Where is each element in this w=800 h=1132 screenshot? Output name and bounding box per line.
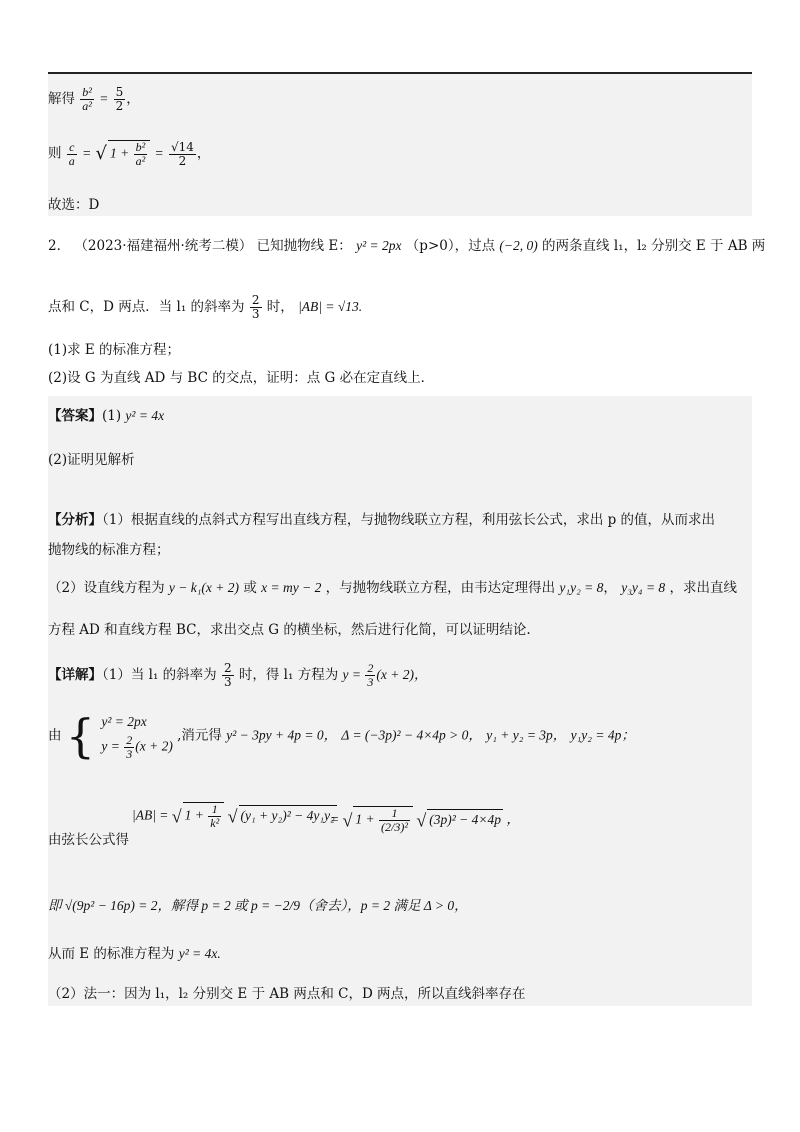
prev-line-1: 解得 $\frac{\text{b²}}{\text{a²}}$ = $\frac{5}{2}$ ， bbox=[48, 85, 140, 113]
detail-line-1: 【详解】（1）当 l₁ 的斜率为 $\frac{2}{3}$ 时，得 l₁ 方程为 y = $\frac{2}{3}$ (x + 2)， bbox=[48, 661, 428, 690]
left-brace: { bbox=[65, 708, 96, 763]
problem-stem-line-1: 2． （2023·福建福州·统考二模） 已知抛物线 E： y² = 2px （p>0），过点 (−2, 0) 的两条直线 l₁，l₂ 分别交 E 于 AB 两 bbox=[48, 238, 766, 254]
five-halves: $\frac{5}{2}$ bbox=[115, 85, 124, 113]
answer-line-2: (2)证明见解析 bbox=[48, 452, 135, 468]
prev-line-2: 则 $\frac{c}{a}$ = √ 1 + $\frac{\text{b²}}{\text{a²}}$ = $\frac{√14}{2}$ ， bbox=[48, 139, 211, 168]
root14-over-2: $\frac{√14}{2}$ bbox=[170, 139, 194, 168]
problem-stem-line-2: 点和 C，D 两点．当 l₁ 的斜率为 $\frac{2}{3}$ 时， |AB| = √13. bbox=[48, 293, 363, 321]
prev-line-3: 故选：D bbox=[48, 197, 100, 213]
problem-part-1: (1)求 E 的标准方程； bbox=[48, 342, 181, 358]
detail-result-line: 即 √(9p² − 16p) = 2，解得 p = 2 或 p = −2/9（舍去），p = 2 满足 Δ > 0， bbox=[48, 898, 468, 913]
problem-part-2: (2)设 G 为直线 AD 与 BC 的交点，证明：点 G 必在定直线上． bbox=[48, 370, 435, 386]
detail-slope-fraction: $\frac{2}{3}$ bbox=[223, 661, 232, 689]
chord-eq-part-2: = √ 1 + $\frac{1}{\text{(2/3)²}}$ √ (3p)² − 4×4p ， bbox=[330, 806, 520, 834]
analysis-line-4: 方程 AD 和直线方程 BC，求出交点 G 的横坐标，然后进行化简，可以证明结论. bbox=[48, 622, 531, 638]
analysis-line-3: （2）设直线方程为 y − k₁(x + 2) 或 x = my − 2 ，与抛物线联立方程，由韦达定理得出 y₁y₂ = 8， y₃y₄ = 8 ，求出直线 bbox=[48, 580, 737, 596]
b2-over-a2: $\frac{\text{b²}}{\text{a²}}$ bbox=[82, 85, 92, 113]
analysis-line-1: 【分析】（1）根据直线的点斜式方程写出直线方程，与抛物线联立方程，利用弦长公式，求出 p 的值，从而求出 bbox=[48, 512, 716, 528]
detail-system-line: 由 { y² = 2px y = $\frac{2}{3}$ (x + 2) ,消元得 y² − 3py + 4p = 0， Δ = (−3p)² − 4×4p > 0， y₁ + y₂ = 3p， y₁y₂ = 4p； bbox=[48, 708, 635, 763]
l1-equation: y = $\frac{2}{3}$ (x + 2)， bbox=[342, 661, 428, 690]
chord-formula-line: |AB| = √ 1 + $\frac{1}{\text{k²}}$ √ (y₁ + y₂)² − 4y₁y₂ = √ 1 + $\frac{1}{\text{(2/3)²}}$ √ (3p)² − 4×4p ， 由弦长公式得 bbox=[48, 802, 520, 848]
c-over-a: $\frac{c}{a}$ bbox=[68, 139, 75, 168]
answer-line-1: 【答案】(1) y² = 4x bbox=[48, 408, 165, 424]
detail-part-2-line: （2）法一：因为 l₁，l₂ 分别交 E 于 AB 两点和 C，D 两点，所以直线斜率存在 bbox=[48, 986, 526, 1002]
chord-eq-part-1: |AB| = √ 1 + $\frac{1}{\text{k²}}$ √ (y₁ + y₂)² − 4y₁y₂ bbox=[132, 802, 335, 830]
analysis-line-2: 抛物线的标准方程； bbox=[48, 542, 170, 558]
slope-fraction: $\frac{2}{3}$ bbox=[251, 293, 260, 321]
equation-system: y² = 2px y = $\frac{2}{3}$ (x + 2) bbox=[101, 714, 173, 761]
detail-standard-equation: 从而 E 的标准方程为 y² = 4x. bbox=[48, 946, 221, 962]
